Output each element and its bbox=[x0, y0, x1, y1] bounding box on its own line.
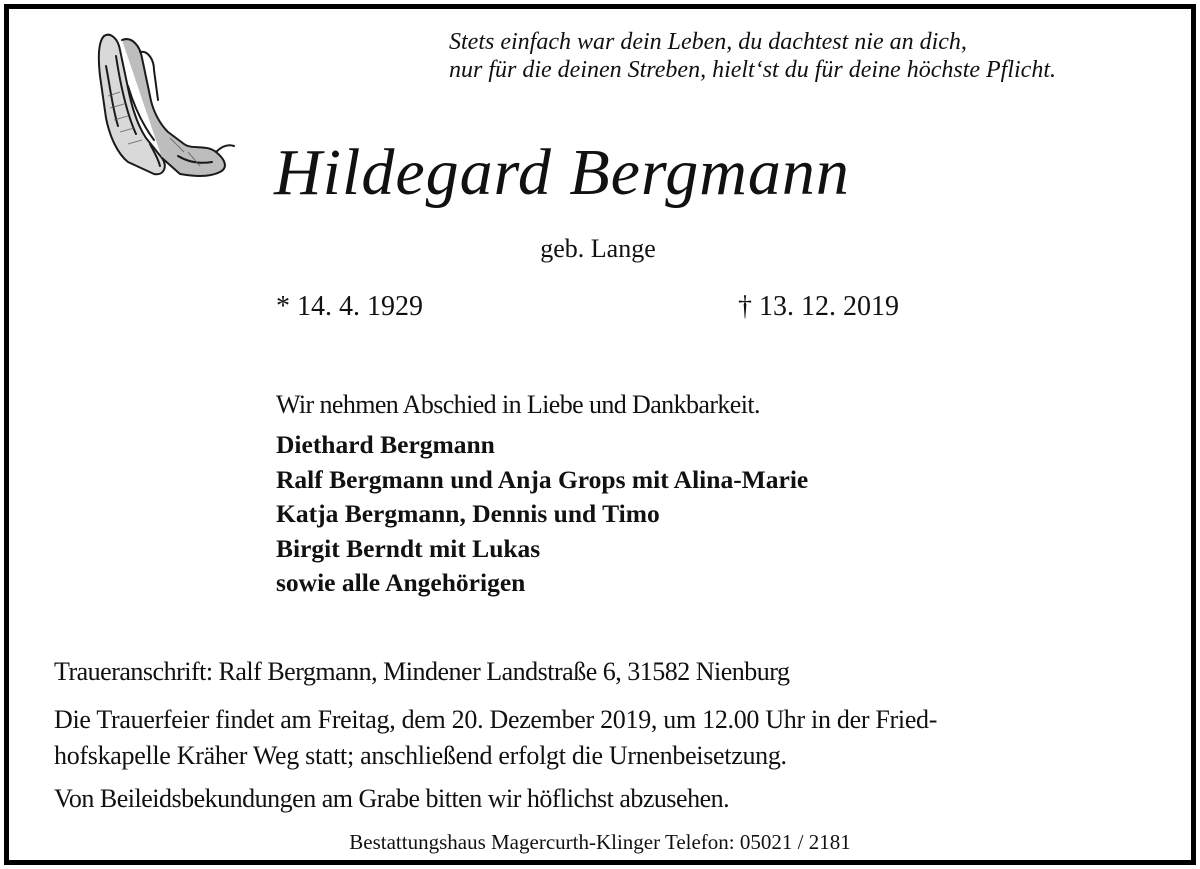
birth-name bbox=[0, 232, 1200, 266]
funeral-home-contact: Bestattungshaus Magercurth-Klinger Telefon: 05021 / 2181 bbox=[349, 830, 851, 854]
ceremony-details bbox=[54, 702, 937, 774]
motto-verse bbox=[449, 28, 1056, 84]
ceremony-line-1: Die Trauerfeier findet am Freitag, dem 20. Dezember 2019, um 12.00 Uhr in der Fried- bbox=[54, 705, 938, 734]
motto-line-1: Stets einfach war dein Leben, du dachtest nie an dich, bbox=[449, 29, 967, 55]
mourner-line: Katja Bergmann, Dennis und Timo bbox=[276, 499, 660, 528]
birth-date: * 14. 4. 1929 bbox=[276, 291, 423, 322]
praying-hands-icon bbox=[88, 26, 238, 186]
farewell-text: Wir nehmen Abschied in Liebe und Dankbarkeit. bbox=[276, 390, 760, 419]
ceremony-line-2: hofskapelle Kräher Weg statt; anschließend erfolgt die Urnenbeisetzung. bbox=[54, 741, 787, 770]
mourners-list bbox=[276, 428, 808, 601]
mourner-line: Birgit Berndt mit Lukas bbox=[276, 533, 541, 563]
mourner-line: Diethard Bergmann bbox=[276, 430, 495, 459]
death-date: † 13. 12. 2019 bbox=[738, 291, 899, 322]
birth-name-text: geb. Lange bbox=[540, 234, 656, 263]
mourner-line: sowie alle Angehörigen bbox=[276, 568, 526, 597]
deceased-name: Hildegard Bergmann bbox=[274, 136, 850, 209]
mourning-address: Traueranschrift: Ralf Bergmann, Mindener Landstraße 6, 31582 Nienburg bbox=[54, 657, 790, 686]
condolence-note: Von Beileidsbekundungen am Grabe bitten wir höflichst abzusehen. bbox=[54, 784, 730, 813]
motto-line-2: nur für die deinen Streben, hielt‘st du für deine höchste Pflicht. bbox=[449, 57, 1056, 83]
mourner-line: Ralf Bergmann und Anja Grops mit Alina-Marie bbox=[276, 464, 809, 494]
